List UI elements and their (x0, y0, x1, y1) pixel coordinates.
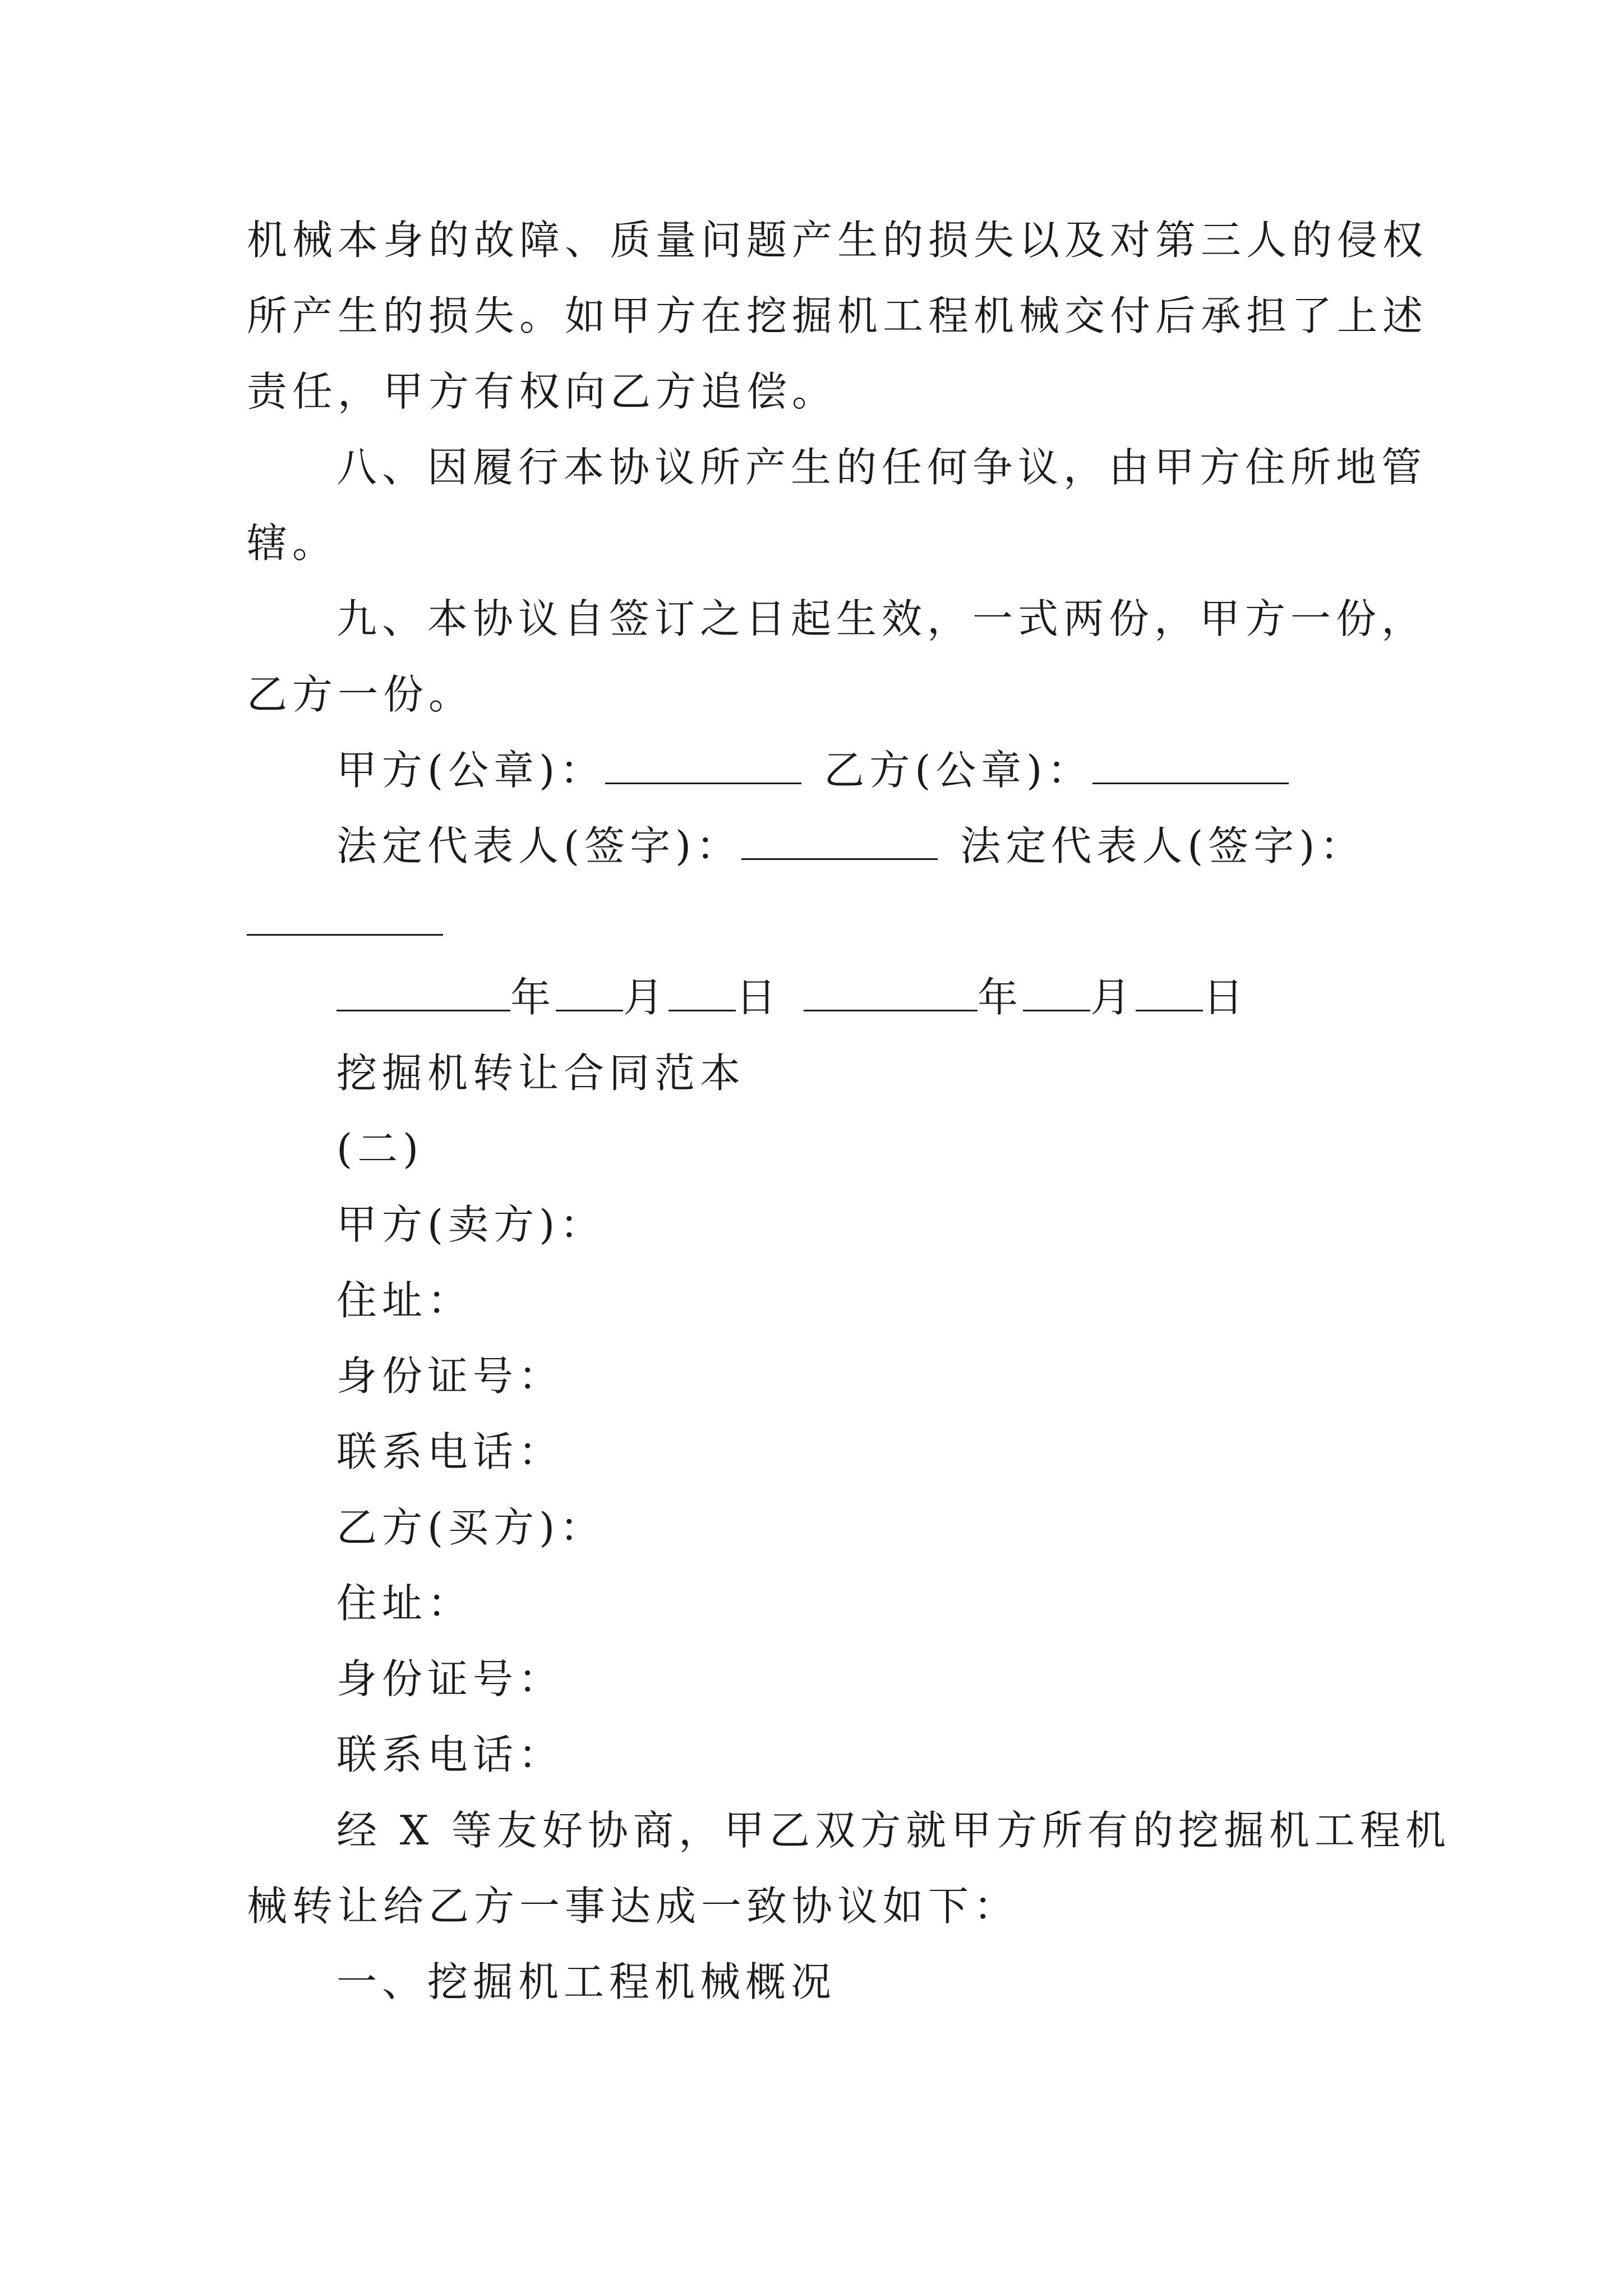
paragraph-line: 责任，甲方有权向乙方追偿。 (247, 368, 838, 415)
intro-line: 械转让给乙方一事达成一致协议如下： (247, 1883, 1020, 1930)
clause-1-heading: 一、挖掘机工程机械概况 (336, 1958, 837, 2005)
seller-address: 住址： (336, 1277, 473, 1324)
party-a-seal-blank (605, 777, 801, 784)
month-label: 月 (1090, 974, 1136, 1021)
rep-a-label: 法定代表人(签字)： (336, 822, 742, 869)
buyer-id-number: 身份证号： (336, 1655, 564, 1703)
intro-line: 经 X 等友好协商，甲乙双方就甲方所有的挖掘机工程机 (336, 1807, 1451, 1854)
seal-line (336, 742, 1289, 798)
seller-phone: 联系电话： (336, 1428, 564, 1475)
day-label: 日 (1203, 974, 1249, 1021)
rep-b-blank (247, 928, 443, 936)
contract-title: 挖掘机转让合同范本 (336, 1050, 746, 1097)
seller-label: 甲方(卖方)： (336, 1201, 606, 1248)
day-label: 日 (736, 974, 782, 1021)
month-blank (556, 1004, 623, 1011)
rep-b-label: 法定代表人(签字)： (960, 822, 1366, 869)
rep-b-blank-line (247, 894, 443, 950)
day-blank (668, 1004, 736, 1011)
year-blank (804, 1004, 978, 1011)
date-line (336, 969, 1248, 1025)
representative-line (336, 818, 1365, 874)
seller-id-number: 身份证号： (336, 1352, 564, 1400)
clause-9-line: 九、本协议自签订之日起生效，一式两份，甲方一份， (336, 595, 1427, 642)
buyer-phone: 联系电话： (336, 1731, 564, 1778)
party-b-seal-blank (1092, 777, 1289, 784)
party-a-seal-label: 甲方(公章)： (336, 747, 606, 794)
buyer-address: 住址： (336, 1580, 473, 1627)
year-blank (336, 1004, 510, 1011)
clause-8-line: 辖。 (247, 519, 338, 567)
clause-8-line: 八、因履行本协议所产生的任何争议，由甲方住所地管 (336, 444, 1427, 491)
day-blank (1136, 1004, 1203, 1011)
clause-9-line: 乙方一份。 (247, 671, 474, 718)
section-number: (二) (336, 1125, 424, 1172)
month-blank (1023, 1004, 1090, 1011)
month-label: 月 (623, 974, 669, 1021)
year-label: 年 (978, 974, 1023, 1021)
buyer-label: 乙方(买方)： (336, 1504, 606, 1551)
paragraph-line: 机械本身的故障、质量问题产生的损失以及对第三人的侵权 (247, 217, 1428, 264)
year-label: 年 (510, 974, 556, 1021)
party-b-seal-label: 乙方(公章)： (824, 747, 1093, 794)
paragraph-line: 所产生的损失。如甲方在挖掘机工程机械交付后承担了上述 (247, 292, 1428, 339)
rep-a-blank (741, 853, 938, 860)
